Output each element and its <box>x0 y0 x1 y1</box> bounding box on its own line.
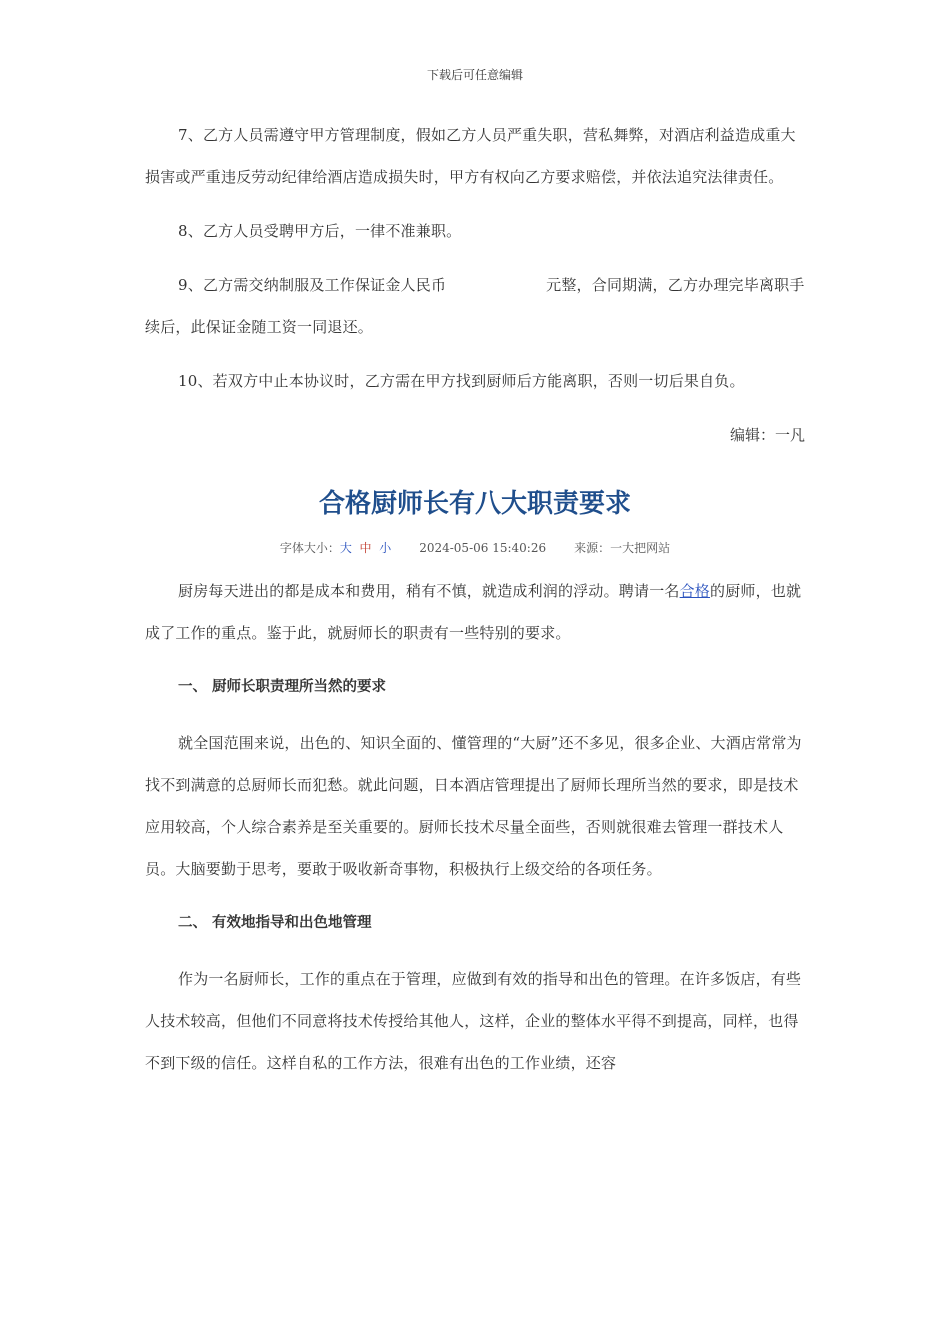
intro-text-part2: 的厨师，也就成了工作的重点。鉴于此，就厨师长的职责有一些特别的要求。 <box>145 582 802 642</box>
section-1-heading: 一、 厨师长职责理所当然的要求 <box>178 679 387 695</box>
qualified-link[interactable]: 合格 <box>679 582 711 600</box>
clause-10: 10、若双方中止本协议时，乙方需在甲方找到厨师后方能离职，否则一切后果自负。 <box>178 372 745 390</box>
document-body <box>145 114 805 1084</box>
font-size-large-link[interactable]: 大 <box>339 541 352 555</box>
article-meta <box>145 536 805 560</box>
article-datetime: 2024-05-06 15:40:26 <box>419 541 547 555</box>
section-2-heading: 二、 有效地指导和出色地管理 <box>178 915 372 931</box>
clause-9-part2: 元整，合同期满，乙方办理完毕离职手续后，此保证金随工资一同退还。 <box>145 276 805 336</box>
editor-credit: 编辑：一凡 <box>729 426 805 444</box>
font-size-small-link[interactable]: 小 <box>379 541 392 555</box>
clause-9-part1: 9、乙方需交纳制服及工作保证金人民币 <box>178 276 447 294</box>
clause-7: 7、乙方人员需遵守甲方管理制度，假如乙方人员严重失职，营私舞弊，对酒店利益造成重大损害或严重违反劳动纪律给酒店造成损失时，甲方有权向乙方要求赔偿，并依法追究法律责任。 <box>145 126 796 186</box>
font-size-label: 字体大小： <box>279 541 340 555</box>
clause-9 <box>145 264 805 348</box>
article-source: 来源：一大把网站 <box>574 541 671 555</box>
article-title: 合格厨师长有八大职责要求 <box>318 489 631 519</box>
intro-text-part1: 厨房每天进出的都是成本和费用，稍有不慎，就造成利润的浮动。聘请一名 <box>178 582 680 600</box>
font-size-medium-link[interactable]: 中 <box>359 541 372 555</box>
section-2-body: 作为一名厨师长，工作的重点在于管理，应做到有效的指导和出色的管理。在许多饭店，有些人技术较高，但他们不同意将技术传授给其他人，这样，企业的整体水平得不到提高，同样，也得不到下级的信任。这样自私的工作方法，很难有出色的工作业绩，还容 <box>145 970 802 1072</box>
header-note: 下载后可任意编辑 <box>426 68 523 82</box>
section-1-body: 就全国范围来说，出色的、知识全面的、懂管理的“大厨”还不多见，很多企业、大酒店常常为找不到满意的总厨师长而犯愁。就此问题，日本酒店管理提出了厨师长理所当然的要求，即是技术应用较高，个人综合素养是至关重要的。厨师长技术尽量全面些，否则就很难去管理一群技术人员。大脑要勤于思考，要敢于吸收新奇事物，积极执行上级交给的各项任务。 <box>145 734 802 878</box>
article-intro <box>145 570 805 654</box>
clause-8: 8、乙方人员受聘甲方后，一律不准兼职。 <box>178 222 462 240</box>
